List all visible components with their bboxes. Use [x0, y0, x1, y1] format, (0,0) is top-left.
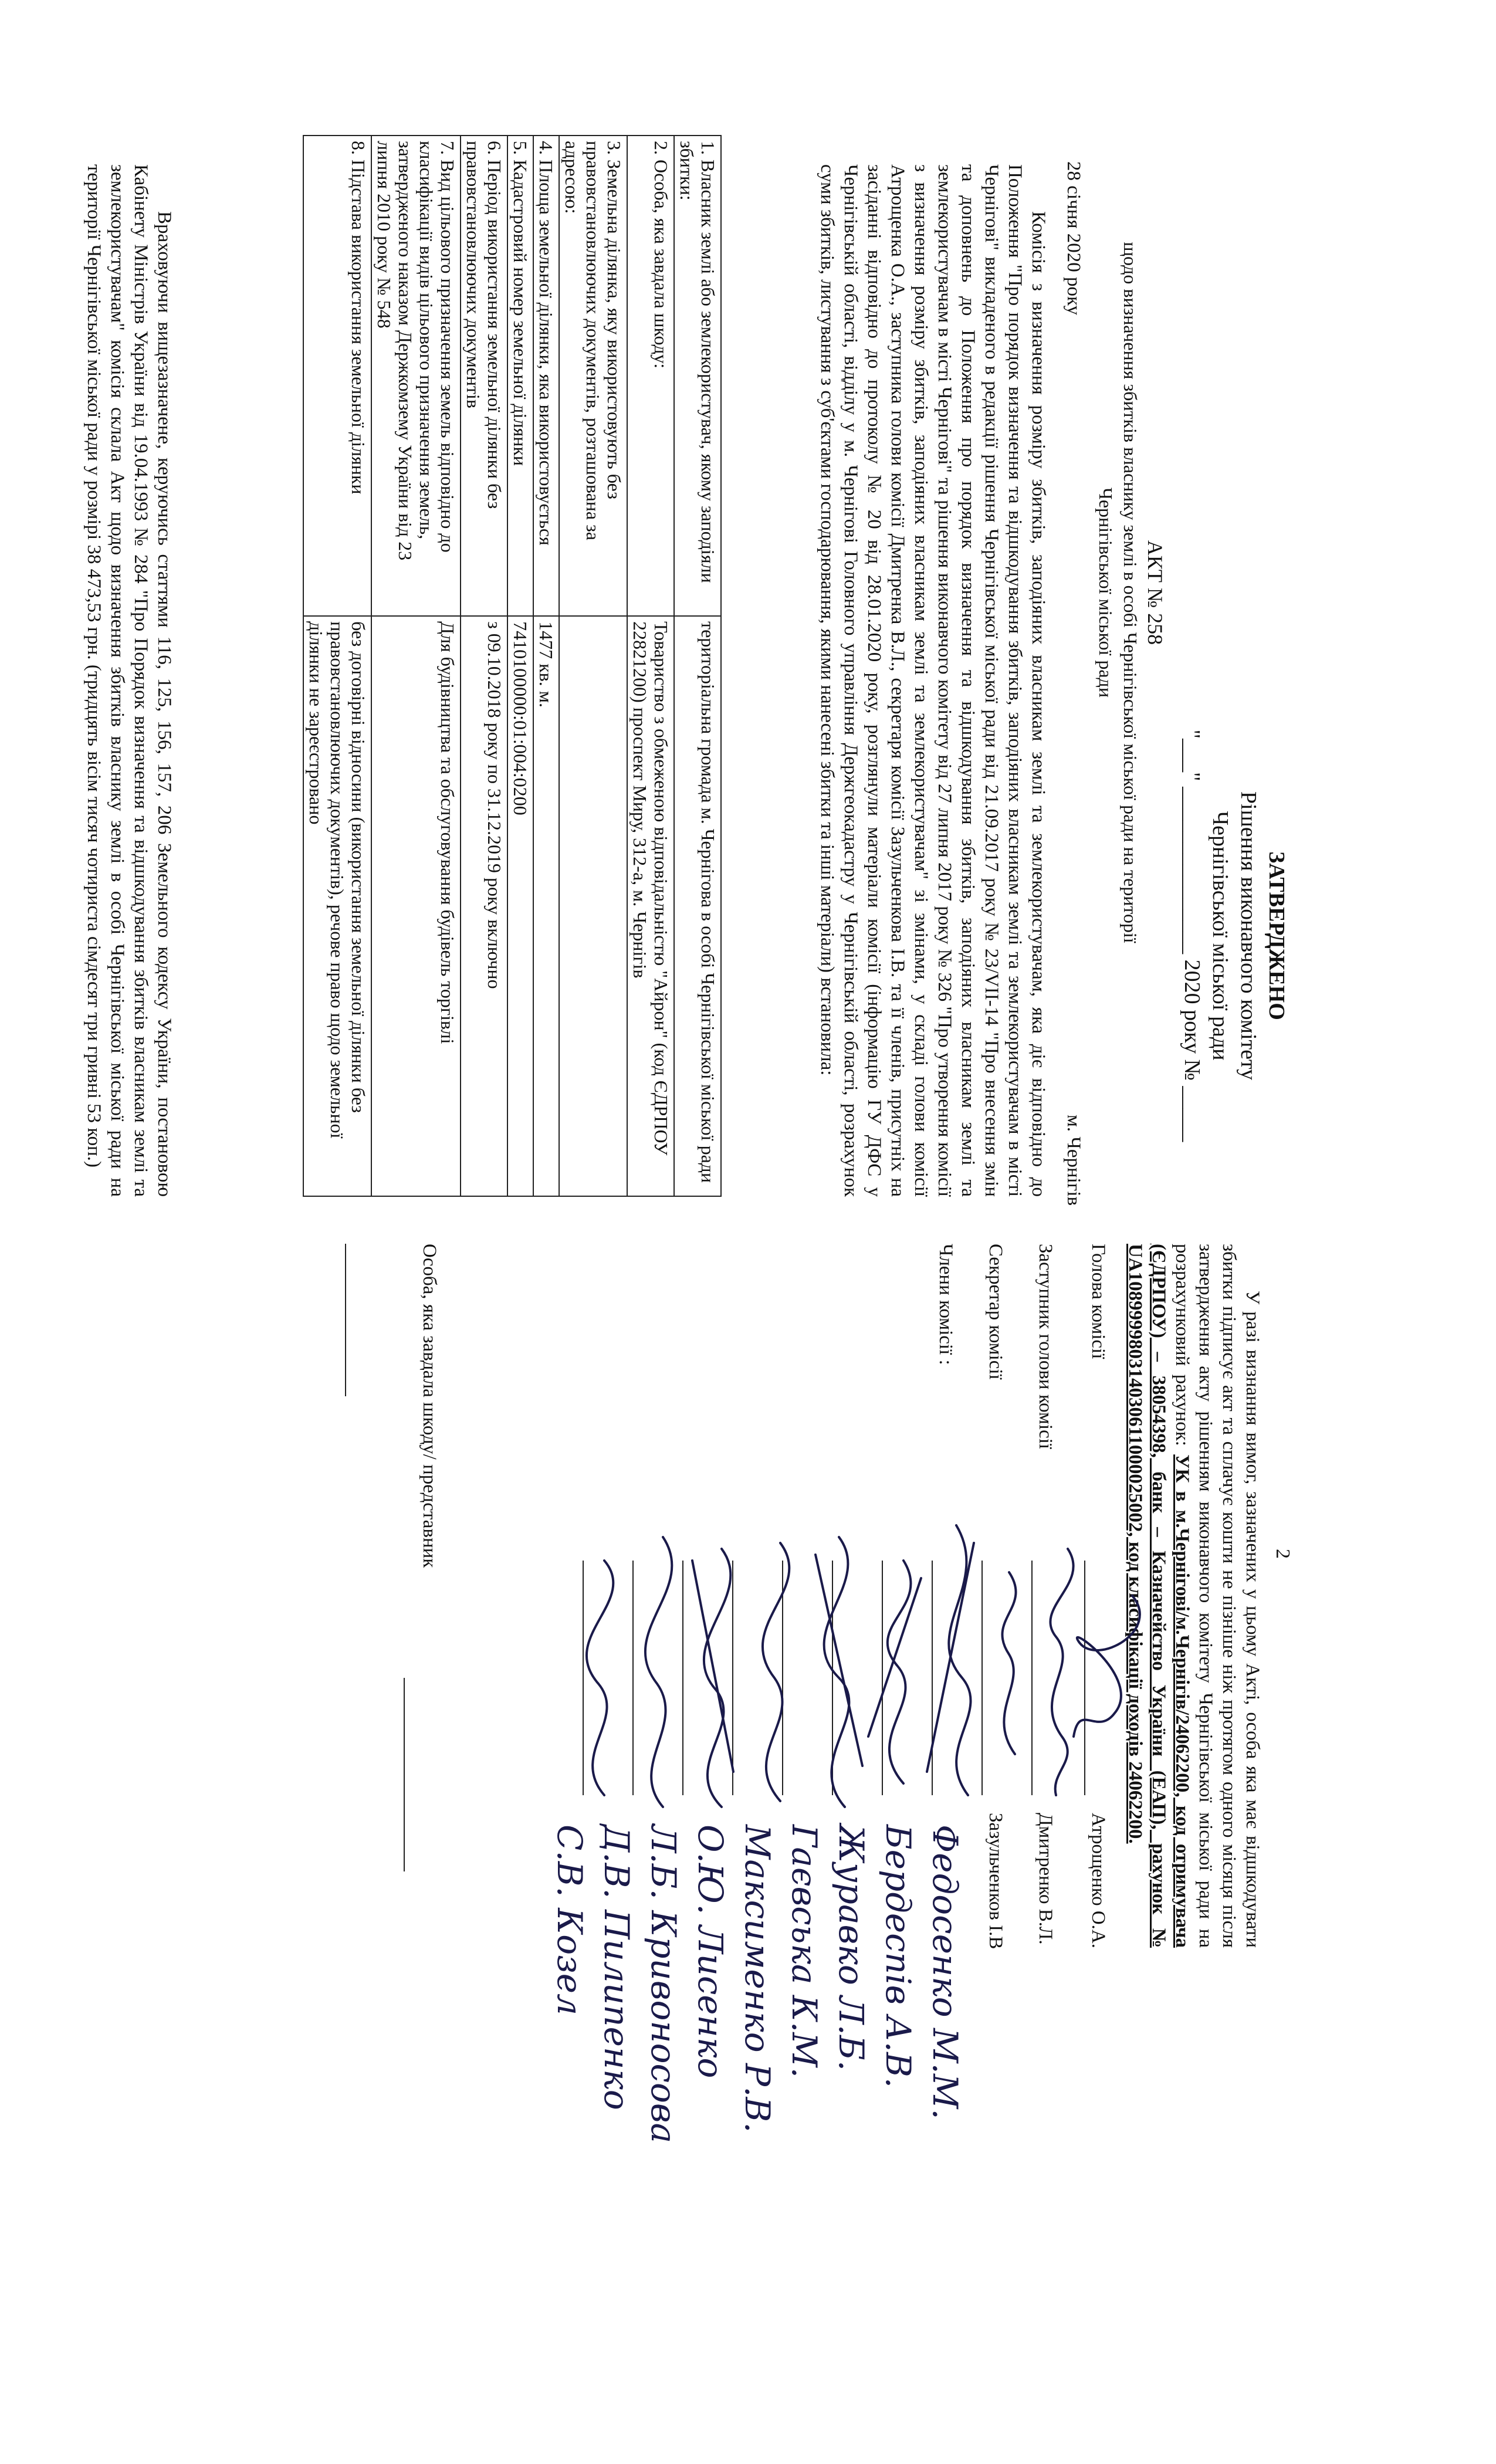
table-row-value — [559, 616, 627, 1196]
payment-text: У разі визнання вимог, зазначених у цьому Акті, особа яка має відшкодувати збитки підписує акт та сплачує кошти не пізніше ніж протягом одного місяця після затвердження акту рішенням виконавчого комітету Чернігівської міської ради на розрахунковий рахунок: — [1172, 1244, 1263, 1948]
signature-scribble — [1074, 1596, 1140, 1737]
table-row-label: 1. Власник землі або землекористувач, якому заподіяли збитки: — [674, 136, 721, 616]
table-row-label: 6. Період використання земельної ділянки без правовстановлюючих документів — [461, 136, 507, 616]
signature-role-deputy: Заступник голови комісії — [1035, 1244, 1056, 1450]
table-row-label: 4. Площа земельної ділянки, яка використовується — [533, 136, 559, 616]
act-subtitle-2: Чернігівської міської ради — [1095, 488, 1116, 698]
conclusion-paragraph: Враховуючи вищезазначене, керуючись статтями 116, 125, 156, 157, 206 Земельного кодексу України, постановою Кабінету Міністрів України від 19.04.1993 № 284 "Про Порядок визначення та відшкодування збитків власникам землі та землекористувачам" комісія склала Акт щодо визначення збитків власнику землі в особі Чернігівської міської ради на території Чернігівської міської ради у розмірі 38 473,53 грн. (тридцять вісім тисяч чотириста сімдесят три гривні 53 коп.) — [83, 164, 175, 1197]
table-row-label: 7. Вид цільового призначення земель відповідно до класифікації видів цільового призначення земель, затвердженого наказом Держкомзему України від 23 липня 2010 року № 548 — [371, 136, 461, 616]
signature-scribble — [815, 1537, 862, 1807]
table-row — [303, 136, 371, 1196]
approval-line-2: Чернігівської міської ради — [1208, 811, 1233, 1061]
signature-scribble — [645, 1537, 672, 1807]
signature-name-secretary: Зазульченков І.В — [985, 1813, 1006, 1949]
approval-line-3: "___" _______________ 2020 року № _____ — [1180, 729, 1204, 1142]
table-row-label: 5. Кадастровий номер земельної ділянки — [507, 136, 533, 616]
handwritten-name: О.Ю. Лисенко — [691, 1825, 730, 2079]
offender-signature-line — [345, 1244, 346, 1396]
table-row-label: 3. Земельна ділянка, яку використовують без правовстановлюючих документів, розташована за адресою: — [559, 136, 627, 616]
act-header — [1094, 153, 1167, 1033]
handwritten-name: Гаєвська К.М. — [784, 1825, 824, 2079]
signature-scribble — [868, 1561, 921, 1783]
signature-scribble — [1002, 1572, 1016, 1754]
signature-scribble — [692, 1549, 733, 1807]
table-row-label: 2. Особа, яка завдала шкоду: — [627, 136, 674, 616]
table-row-value: територіальна громада м. Чернігова в особі Чернігівської міської ради — [674, 616, 721, 1196]
signature-role-members: Члени комісії : — [935, 1244, 956, 1365]
signature-role-chair: Голова комісії — [1088, 1244, 1109, 1359]
signature-scribble — [927, 1525, 974, 1795]
intro-paragraph: Комісія з визначення розміру збитків, заподіяних власникам землі та землекористувачам, яка діє відповідно до Положення "Про порядок визначення та відшкодування збитків, заподіяних власникам землі та землекористувачам в місті Чернігові" викладеного в редакції рішення Чернігівської міської ради від 21.09.2017 року № 23/VII-14 "Про внесення змін та доповнень до Положення про порядок визначення та відшкодування збитків, заподіяних власникам землі та землекористувачам в місті Чернігові" та рішення виконавчого комітету від 27 липня 2017 року № 326 "Про утворення комісії з визначення розміру збитків, заподіяних власникам землі та землекористувачам" зі змінами, у складі голови комісії Атрощенка О.А., заступника голови комісії Дмитренка В.Л., секретаря комісії Зазульченкова І.В. та її членів, присутніх на засіданні відповідно до протоколу № 20 від 28.01.2020 року, розглянули матеріали комісії (інформацію ГУ ДФС у Чернігівській області, відділу у м. Чернігові Головного управління Держгеокадастру у Чернігівській області, розрахунок суми збитків, листування з суб'єктами господарювання, якими нанесені збитки та інші матеріали) встановила: — [817, 164, 1049, 1197]
table-row-value: 7410100000:01:004:0200 — [507, 616, 533, 1196]
handwritten-signatures — [534, 1490, 1167, 1842]
page-2 — [0, 1232, 1496, 2464]
signature-name-chair: Атрощенко О.А. — [1088, 1813, 1109, 1948]
signature-role-secretary: Секретар комісії — [985, 1244, 1006, 1380]
handwritten-name: Журавко Л.Б. — [831, 1825, 871, 2072]
act-date: 28 січня 2020 року — [1063, 161, 1084, 316]
act-city: м. Чернігів — [1063, 1115, 1084, 1206]
handwritten-name: Бердеспів А.В. — [878, 1825, 918, 2089]
handwritten-name: Федосенко М.М. — [925, 1825, 965, 2120]
table-row-value: без договірні відносини (використання земельної ділянки без правовстановлюючих документів), речове право щодо земельної ділянки не зареєстровано — [303, 616, 371, 1196]
signature-scribble — [1050, 1549, 1073, 1795]
table-row — [461, 136, 507, 1196]
handwritten-name: Л.Б. Кривоносова — [644, 1825, 683, 2144]
act-subtitle: щодо визначення збитків власнику землі в особі Чернігівської міської ради на території — [1120, 242, 1141, 943]
table-row — [533, 136, 559, 1196]
table-row-value: 1477 кв. м. — [533, 616, 559, 1196]
signature-scribble — [763, 1543, 789, 1801]
account-details: УК в м.Чернігові/м.Чернігів/24062200, код отримувача (ЄДРПОУ) – 38054398, банк – Казначейство України (ЕАП), рахунок № UA108999980314030611000025002, код класифікації доходів 24062200. — [1125, 1244, 1193, 1948]
table-row — [674, 136, 721, 1196]
table-row-value: Товариство з обмеженою відповідальністю "Айрон" (код ЄДРПОУ 22821200) проспект Миру, 312-а, м. Чернігів — [627, 616, 674, 1196]
table-row-label: 8. Підстава використання земельної ділянки — [303, 136, 371, 616]
offender-name-line — [404, 1678, 405, 1871]
table-row — [559, 136, 627, 1196]
page-number: 2 — [1272, 1549, 1294, 1559]
offender-label: Особа, яка завдала шкоду/ представник — [419, 1244, 440, 1568]
table-row-value: з 09.10.2018 року по 31.12.2019 року включно — [461, 616, 507, 1196]
approval-line-1: Рішення виконавчого комітету — [1236, 791, 1261, 1081]
table-row-value: Для будівництва та обслуговування будівель торгівлі — [371, 616, 461, 1196]
signature-name-deputy: Дмитренко В.Л. — [1035, 1813, 1056, 1945]
handwritten-name: Д.В. Пилипенко — [597, 1825, 637, 2110]
act-table — [303, 135, 722, 1197]
approval-title: ЗАТВЕРДЖЕНО — [1264, 851, 1289, 1020]
handwritten-name: Максименко Р.В. — [737, 1825, 777, 2133]
handwritten-name: С.В. Козел — [550, 1825, 590, 2016]
act-title: АКТ № 258 — [1143, 540, 1167, 645]
table-row — [371, 136, 461, 1196]
table-row — [627, 136, 674, 1196]
approval-block — [1178, 657, 1291, 1214]
table-row — [507, 136, 533, 1196]
signature-scribble — [587, 1561, 613, 1795]
